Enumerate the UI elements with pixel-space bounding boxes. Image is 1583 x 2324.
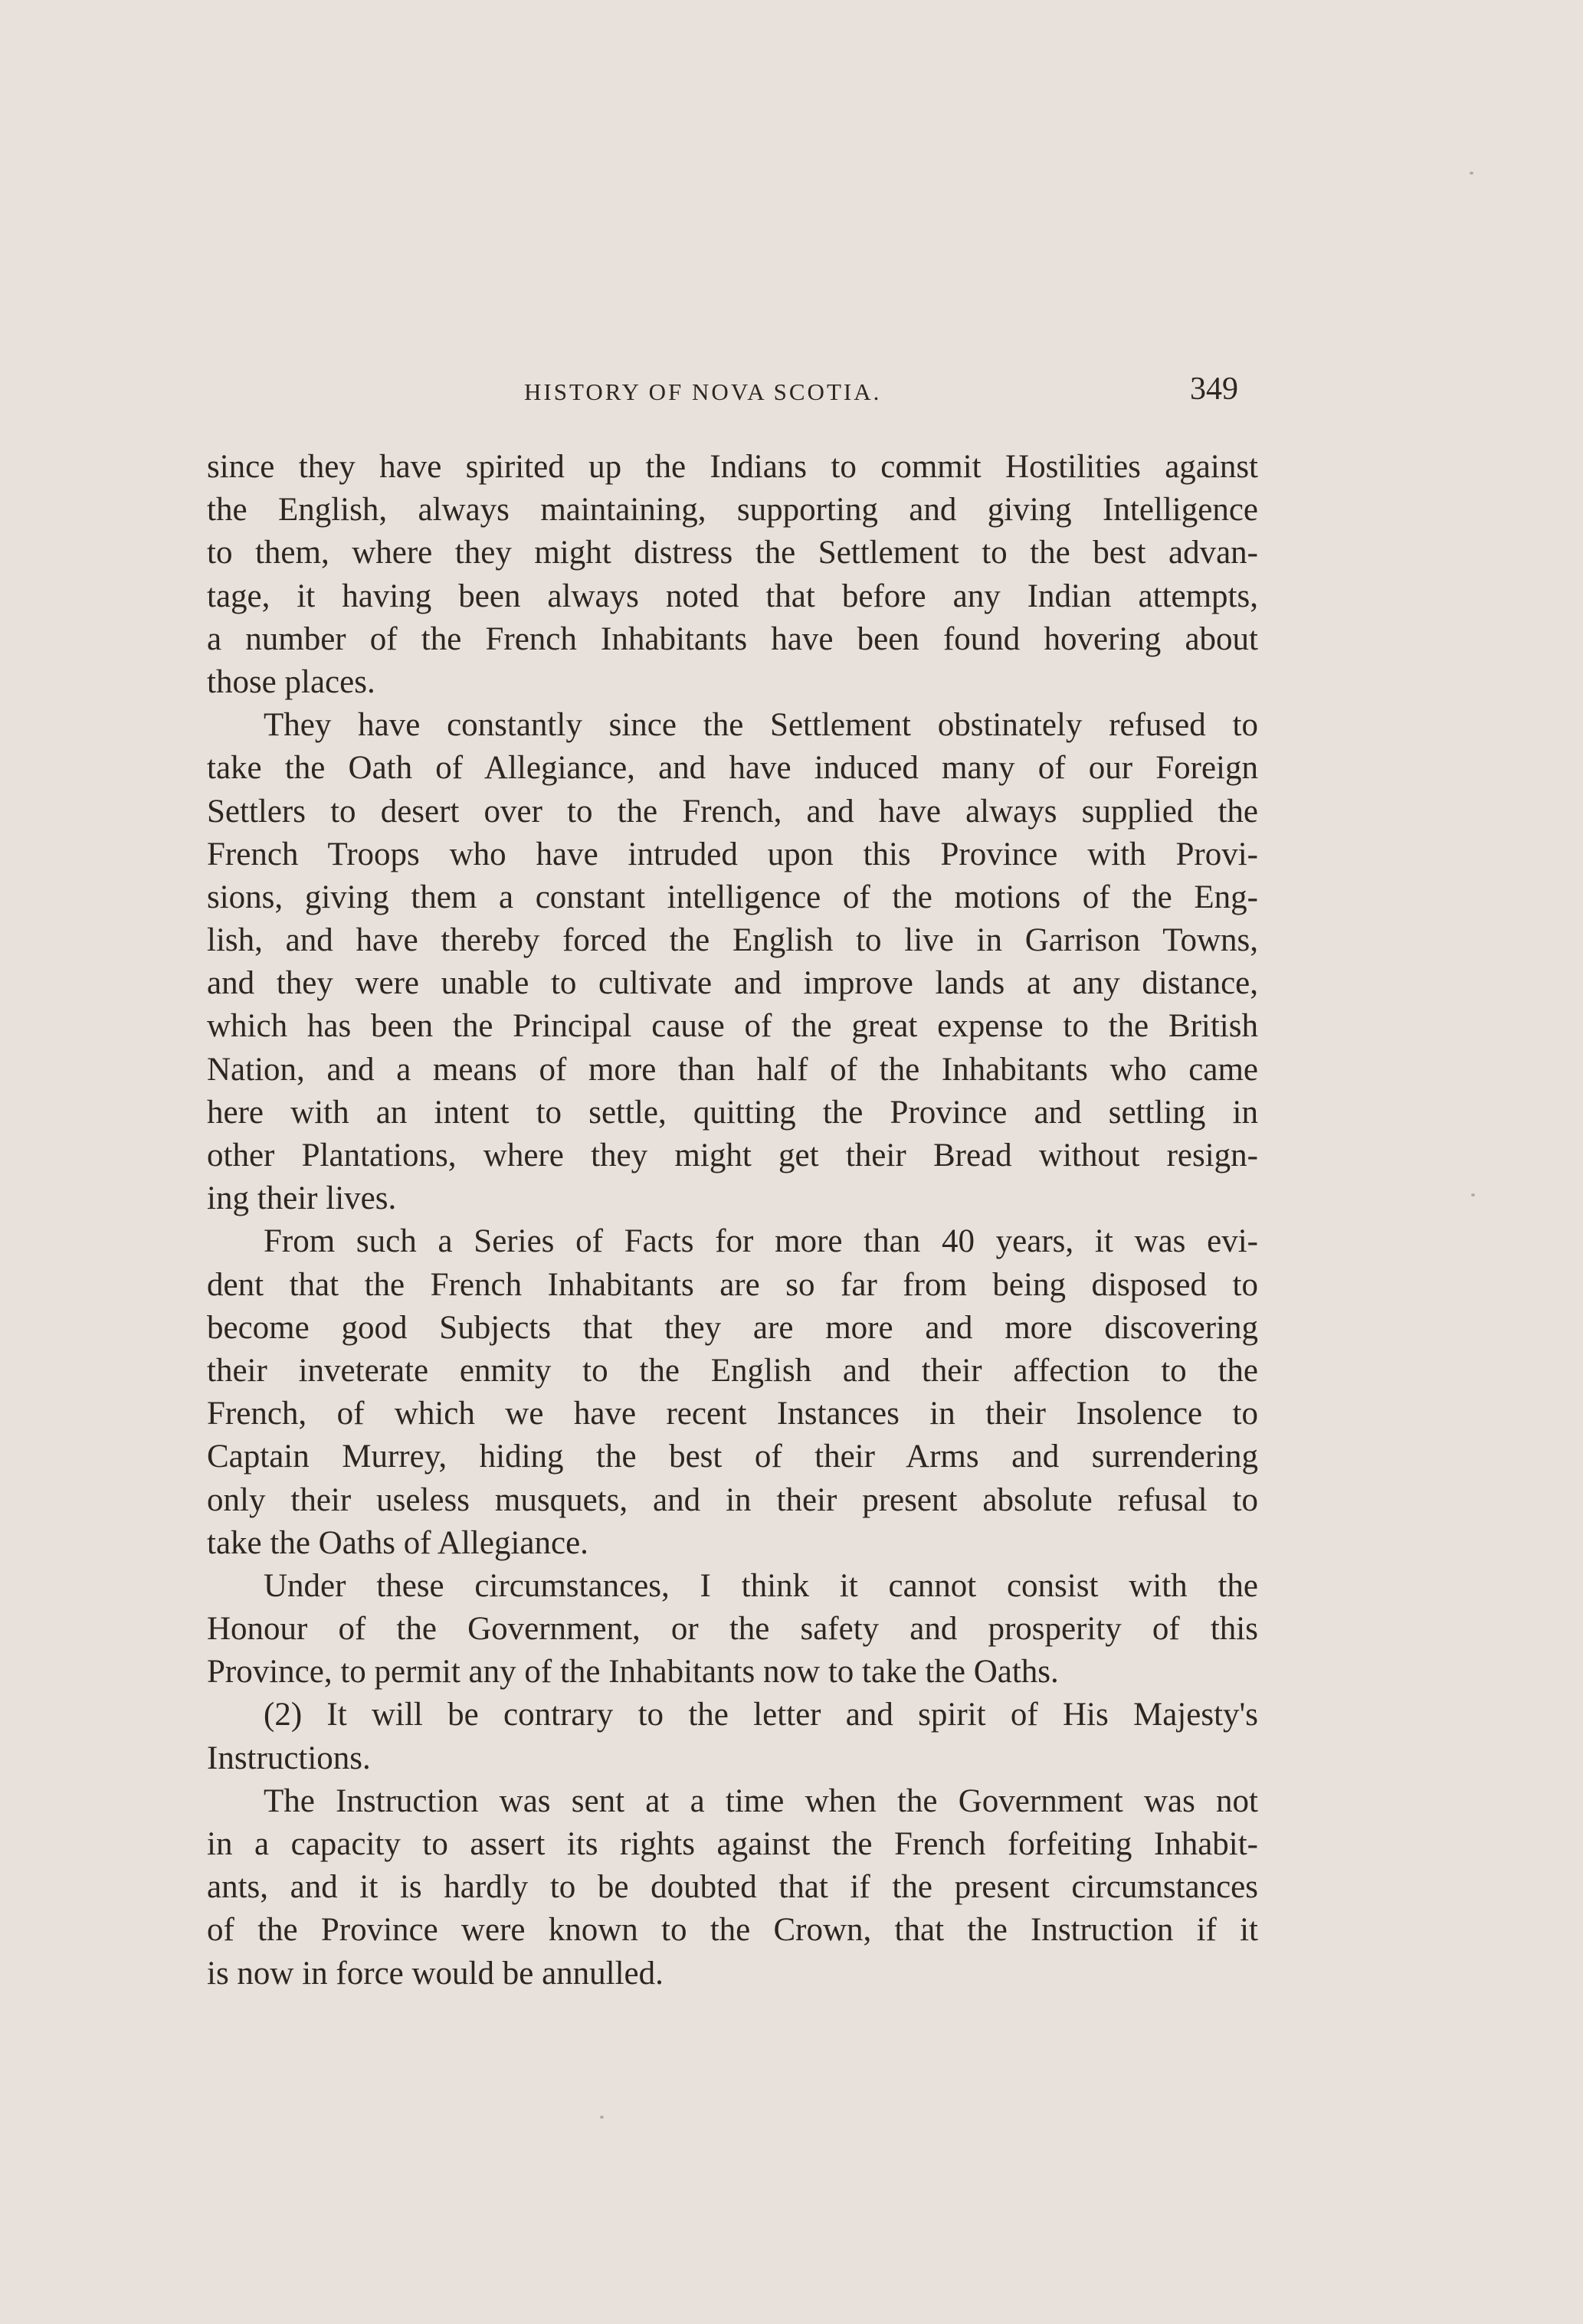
text-line: French Troops who have intruded upon this Province with Provi-	[207, 836, 1258, 872]
text-line: lish, and have thereby forced the English to live in Garrison Towns,	[207, 922, 1258, 959]
text-line: take the Oath of Allegiance, and have induced many of our Foreign	[207, 750, 1258, 787]
text-line: here with an intent to settle, quitting the Province and settling in	[207, 1094, 1258, 1131]
text-line: dent that the French Inhabitants are so far from being disposed to	[207, 1266, 1258, 1303]
running-title: HISTORY OF NOVA SCOTIA.	[524, 378, 882, 405]
text-line: Nation, and a means of more than half of the Inhabitants who came	[207, 1051, 1258, 1088]
text-line: ing their lives.	[207, 1180, 397, 1217]
text-line: Instructions.	[207, 1740, 371, 1776]
text-line: Honour of the Government, or the safety and prosperity of this	[207, 1611, 1258, 1648]
text-line: sions, giving them a constant intelligence of the motions of the Eng-	[207, 879, 1258, 915]
text-line: take the Oaths of Allegiance.	[207, 1524, 588, 1561]
running-head	[205, 366, 1238, 420]
text-line: other Plantations, where they might get their Bread without resign-	[207, 1137, 1258, 1173]
text-line: French, of which we have recent Instances in their Insolence to	[207, 1396, 1258, 1432]
paper-speck	[600, 2116, 604, 2119]
text-line: their inveterate enmity to the English and their affection to the	[207, 1352, 1258, 1389]
text-line: Under these circumstances, I think it cannot consist with the	[264, 1567, 1258, 1604]
text-line: Captain Murrey, hiding the best of their Arms and surrendering	[207, 1439, 1258, 1475]
text-line: only their useless musquets, and in their present absolute refusal to	[207, 1481, 1258, 1518]
text-line: They have constantly since the Settlement obstinately refused to	[264, 707, 1258, 744]
text-line: is now in force would be annulled.	[207, 1955, 664, 1992]
body-text	[207, 446, 1258, 1995]
text-line: (2) It will be contrary to the letter and spirit of His Majesty's	[264, 1697, 1258, 1733]
text-line: Settlers to desert over to the French, and have always supplied the	[207, 793, 1258, 830]
page-number: 349	[1190, 372, 1238, 407]
text-line: since they have spirited up the Indians to commit Hostilities against	[207, 449, 1258, 485]
paper-speck	[1470, 172, 1473, 175]
text-line: the English, always maintaining, supporting and giving Intelligence	[207, 492, 1258, 529]
text-line: become good Subjects that they are more and more discovering	[207, 1309, 1258, 1346]
text-line: and they were unable to cultivate and improve lands at any distance,	[207, 965, 1258, 1002]
text-line: ants, and it is hardly to be doubted that if the present circumstances	[207, 1869, 1258, 1906]
text-line: a number of the French Inhabitants have been found hovering about	[207, 620, 1258, 657]
text-line: which has been the Principal cause of the great expense to the British	[207, 1008, 1258, 1045]
paper-speck	[1471, 1193, 1475, 1196]
text-line: The Instruction was sent at a time when the Government was not	[264, 1782, 1258, 1819]
text-line: From such a Series of Facts for more than 40 years, it was evi-	[264, 1223, 1258, 1260]
text-line: those places.	[207, 663, 375, 700]
text-line: tage, it having been always noted that before any Indian attempts,	[207, 578, 1258, 614]
text-line: of the Province were known to the Crown, that the Instruction if it	[207, 1912, 1258, 1949]
text-line: in a capacity to assert its rights against the French forfeiting Inhabit-	[207, 1826, 1258, 1862]
text-line: to them, where they might distress the Settlement to the best advan-	[207, 535, 1258, 571]
text-line: Province, to permit any of the Inhabitants now to take the Oaths.	[207, 1654, 1059, 1691]
